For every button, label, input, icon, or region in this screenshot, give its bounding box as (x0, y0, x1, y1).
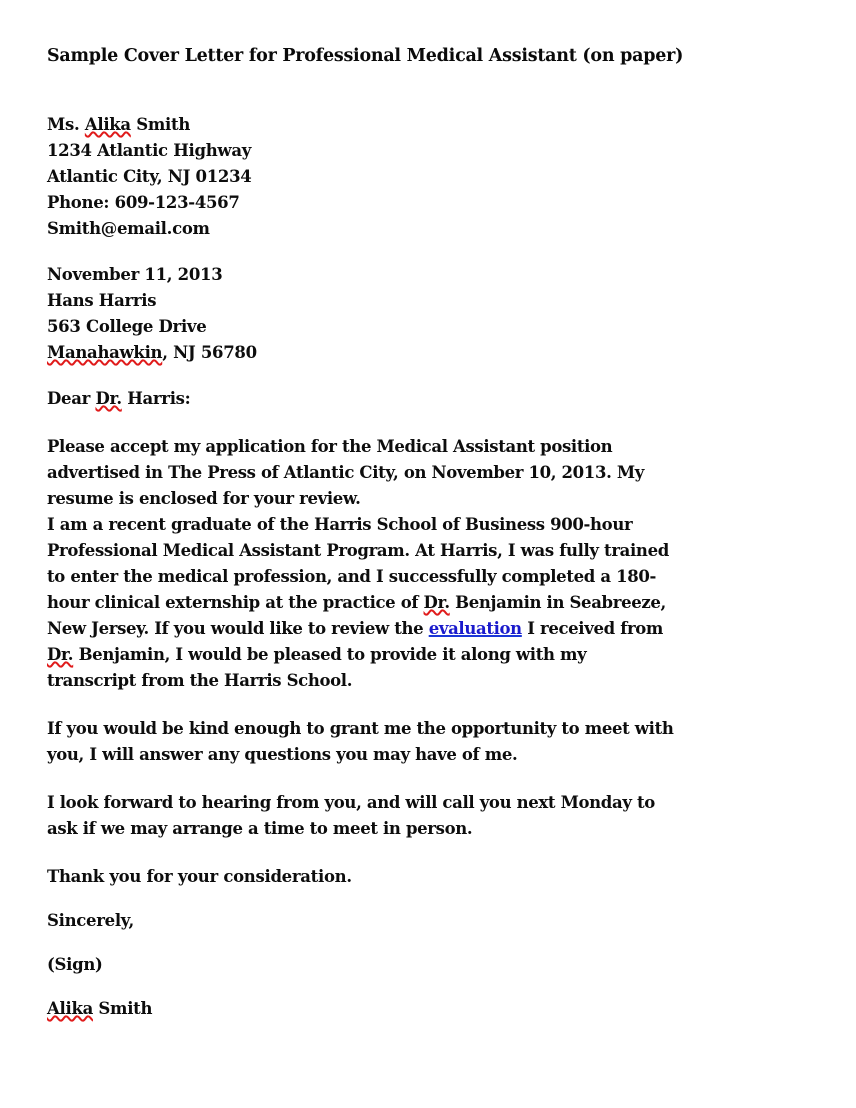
spellcheck-word: Dr. (47, 645, 74, 664)
paragraph-line: I am a recent graduate of the Harris School of Business 900-hour (47, 515, 633, 534)
body-paragraph-1 (47, 434, 737, 512)
spellcheck-word: Manahawkin (47, 343, 163, 362)
paragraph-line: Please accept my application for the Medical Assistant position (47, 437, 613, 456)
line-text: hour clinical externship at the practice of (47, 593, 424, 612)
paragraph-line (47, 616, 737, 642)
spellcheck-word: Alika (84, 115, 131, 134)
sender-phone: Phone: 609-123-4567 (47, 193, 240, 212)
paragraph-line: Professional Medical Assistant Program. At Harris, I was fully trained (47, 541, 669, 560)
closing-sincerely: Sincerely, (47, 911, 134, 930)
salutation-prefix: Dear (47, 389, 96, 408)
line-text: Benjamin in Seabreeze, (449, 593, 666, 612)
spellcheck-word: Dr. (95, 389, 122, 408)
paragraph-line: to enter the medical profession, and I successfully completed a 180- (47, 567, 656, 586)
paragraph-line (47, 642, 737, 668)
paragraph-line: you, I will answer any questions you may have of me. (47, 745, 518, 764)
spellcheck-word: Alika (47, 999, 93, 1018)
paragraph-line: If you would be kind enough to grant me the opportunity to meet with (47, 719, 674, 738)
paragraph-line (47, 590, 737, 616)
sender-city-state-zip: Atlantic City, NJ 01234 (47, 167, 252, 186)
paragraph-line: resume is enclosed for your review. (47, 489, 361, 508)
sender-address-block (47, 112, 737, 242)
paragraph-line: transcript from the Harris School. (47, 671, 353, 690)
sender-name-line (47, 112, 737, 138)
recipient-street: 563 College Drive (47, 317, 207, 336)
paragraph-line: advertised in The Press of Atlantic City, on November 10, 2013. My (47, 463, 645, 482)
sender-street: 1234 Atlantic Highway (47, 141, 252, 160)
body-paragraph-3 (47, 716, 737, 768)
paragraph-line: I look forward to hearing from you, and will call you next Monday to (47, 793, 655, 812)
line-text: New Jersey. If you would like to review the (47, 619, 429, 638)
evaluation-hyperlink[interactable]: evaluation (428, 619, 522, 638)
letter-date: November 11, 2013 (47, 265, 223, 284)
body-paragraph-2 (47, 512, 737, 694)
signature-surname: Smith (92, 999, 153, 1018)
letter-body (47, 44, 737, 1022)
signature-name (47, 996, 737, 1022)
recipient-name: Hans Harris (47, 291, 157, 310)
sender-email: Smith@email.com (47, 219, 210, 238)
sender-name-suffix: Smith (130, 115, 191, 134)
salutation (47, 386, 737, 412)
line-text: Benjamin, I would be pleased to provide it along with my (73, 645, 587, 664)
line-text: I received from (521, 619, 664, 638)
paragraph-line: ask if we may arrange a time to meet in person. (47, 819, 473, 838)
spellcheck-word: Dr. (423, 593, 450, 612)
body-paragraph-4 (47, 790, 737, 842)
thank-you-line: Thank you for your consideration. (47, 867, 352, 886)
recipient-city-state-zip (47, 340, 737, 366)
page-title: Sample Cover Letter for Professional Medical Assistant (on paper) (47, 46, 684, 66)
recipient-state-zip: , NJ 56780 (162, 343, 257, 362)
salutation-suffix: Harris: (121, 389, 191, 408)
sign-placeholder: (Sign) (47, 955, 103, 974)
recipient-address-block (47, 262, 737, 366)
sender-name-prefix: Ms. (47, 115, 85, 134)
